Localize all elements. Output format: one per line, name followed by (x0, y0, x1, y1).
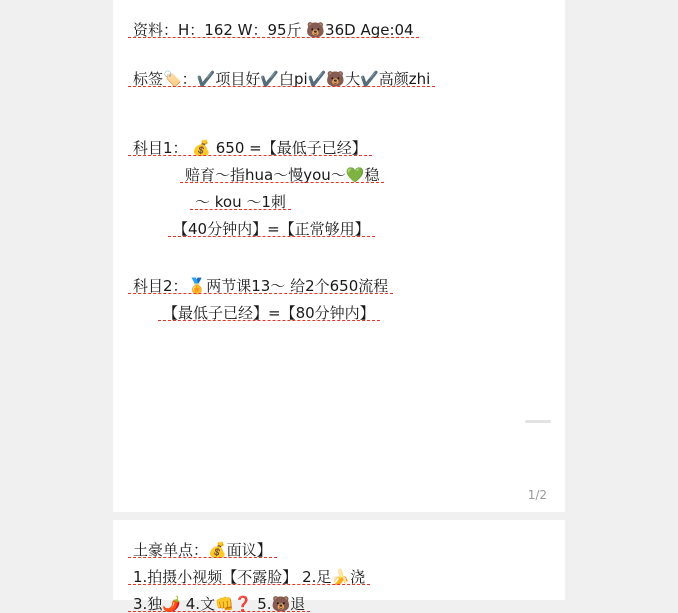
subject-1-line-2: 赔育～指hua～慢you～💚稳 (185, 166, 380, 184)
subject-1-line-3: ～ kou ～1刺 (195, 193, 286, 211)
spacer-1 (113, 39, 565, 61)
subject-2-line-2: 【最低子已经】=【80分钟内】 (163, 304, 375, 322)
profile-line: 资料：H：162 W：95斤 🐻36D Age:04 (133, 21, 414, 39)
document-sheet-page-1 (113, 0, 565, 512)
scroll-indicator (525, 420, 551, 423)
document-sheet-page-2 (113, 520, 565, 613)
spacer-6 (113, 238, 565, 268)
subject-1-line-4: 【40分钟内】=【正常够用】 (173, 220, 370, 238)
subject-2-line-1: 科目2：🏅两节课13～ 给2个650流程 (133, 277, 389, 295)
spacer-p2-top (113, 520, 565, 542)
spacer-2 (113, 88, 565, 118)
spacer-2b (113, 118, 565, 140)
spacer-top (113, 0, 565, 22)
spacer-4 (113, 184, 565, 194)
page-indicator: 1/2 (527, 488, 547, 502)
tuhao-line-1: 土豪单点：💰面议】 (133, 541, 272, 559)
tuhao-line-2: 1.拍摄小视频【不露脸】 2.足🍌浇 (133, 568, 366, 586)
subject-1-line-1: 科目1： 💰 650 =【最低子已经】 (133, 139, 367, 157)
tuhao-line-3: 3.独🌶️ 4.文👊❓ 5.🐻退 (133, 595, 306, 613)
tags-line: 标签🏷️：✔️项目好✔️白pi✔️🐻大✔️高颜zhi (133, 70, 431, 88)
